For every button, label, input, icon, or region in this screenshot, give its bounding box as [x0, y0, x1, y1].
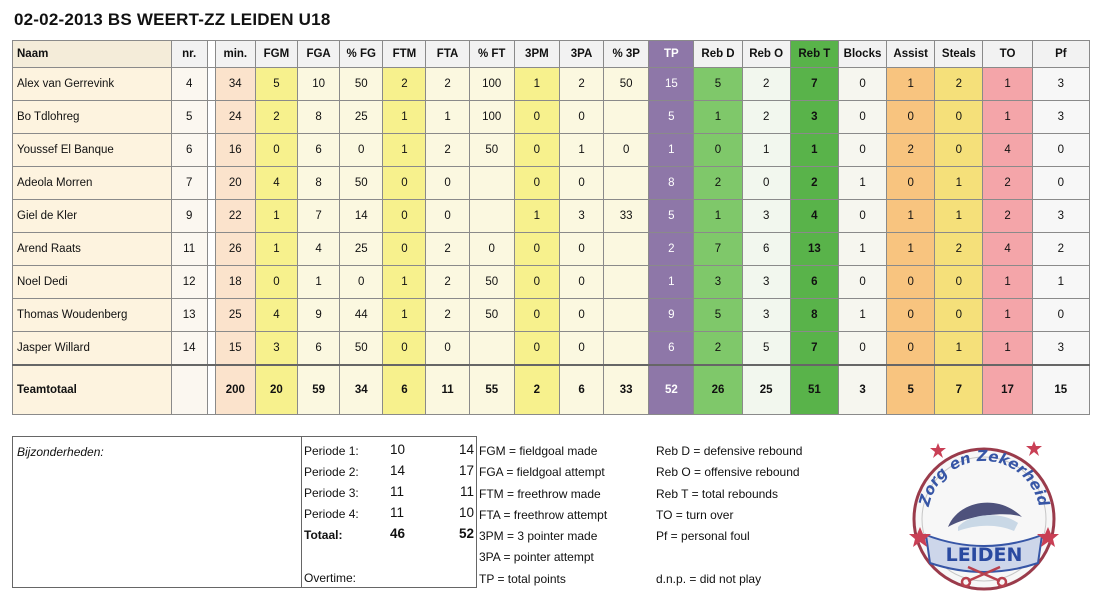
stat-fta: 2	[426, 68, 469, 101]
header-3pa: 3PA	[559, 41, 603, 68]
stat-ft: 100	[469, 101, 514, 134]
stat-tp: 8	[649, 167, 694, 200]
stat-fga: 8	[298, 167, 340, 200]
stat-fga: 8	[298, 101, 340, 134]
notes-box	[12, 436, 301, 588]
stat-fg: 50	[340, 332, 383, 365]
stat-min: 25	[215, 299, 255, 332]
stat-fga: 1	[298, 266, 340, 299]
stat-reb-o: 5	[742, 332, 790, 365]
stat-reb-t: 6	[790, 266, 838, 299]
gap-cell	[207, 365, 215, 415]
stat-min: 16	[215, 134, 255, 167]
stat-to: 1	[983, 68, 1032, 101]
period-label: Periode 4:	[304, 507, 359, 521]
gap-cell	[207, 200, 215, 233]
stat-nr: 5	[171, 101, 207, 134]
stat-blocks: 1	[838, 233, 886, 266]
stat-steals: 2	[935, 233, 983, 266]
stat-ftm: 1	[383, 101, 426, 134]
total-ft: 55	[469, 365, 514, 415]
stat-blocks: 0	[838, 134, 886, 167]
stat-nr: 11	[171, 233, 207, 266]
total-3p: 33	[604, 365, 649, 415]
stat-fga: 6	[298, 332, 340, 365]
stat-nr: 4	[171, 68, 207, 101]
stat-reb-t: 13	[790, 233, 838, 266]
total-assist: 5	[887, 365, 935, 415]
stat-reb-d: 3	[694, 266, 742, 299]
table-row	[13, 167, 1090, 200]
total-reb-o: 25	[742, 365, 790, 415]
stat-fg: 50	[340, 68, 383, 101]
stat-3pm: 0	[514, 266, 559, 299]
stat-pf: 2	[1032, 233, 1089, 266]
stat-reb-t: 1	[790, 134, 838, 167]
stat-fgm: 1	[255, 200, 297, 233]
stat-reb-t: 3	[790, 101, 838, 134]
legend-item: d.n.p. = did not play	[656, 571, 762, 586]
stat-nr: 7	[171, 167, 207, 200]
total-reb-d: 26	[694, 365, 742, 415]
stat-fta: 2	[426, 233, 469, 266]
stat-fga: 10	[298, 68, 340, 101]
stat-assist: 0	[887, 299, 935, 332]
stats-table	[12, 40, 1090, 415]
total-reb-t: 51	[790, 365, 838, 415]
stat-fga: 7	[298, 200, 340, 233]
table-row	[13, 332, 1090, 365]
stat-fg: 25	[340, 233, 383, 266]
period-score-home: 11	[390, 505, 405, 520]
stat-ftm: 0	[383, 200, 426, 233]
legend-item: 3PM = 3 pointer made	[479, 529, 598, 544]
stat-to: 1	[983, 266, 1032, 299]
stat-fgm: 5	[255, 68, 297, 101]
header-reb-t: Reb T	[790, 41, 838, 68]
header-steals: Steals	[935, 41, 983, 68]
stat-min: 18	[215, 266, 255, 299]
period-row	[302, 504, 478, 524]
stat-ft: 100	[469, 68, 514, 101]
total-nr	[171, 365, 207, 415]
stat-tp: 15	[649, 68, 694, 101]
stat-pf: 0	[1032, 134, 1089, 167]
period-score-home: 11	[390, 484, 405, 499]
header-gap	[207, 41, 215, 68]
header-naam: Naam	[13, 41, 172, 68]
stat-pf: 1	[1032, 266, 1089, 299]
stat-fgm: 1	[255, 233, 297, 266]
stat-pf: 0	[1032, 299, 1089, 332]
stat-reb-t: 8	[790, 299, 838, 332]
stat-reb-d: 0	[694, 134, 742, 167]
stat-reb-t: 2	[790, 167, 838, 200]
period-label: Periode 1:	[304, 444, 359, 458]
stat-nr: 12	[171, 266, 207, 299]
legend-item: Reb D = defensive rebound	[656, 444, 803, 458]
stat-steals: 2	[935, 68, 983, 101]
gap-cell	[207, 167, 215, 200]
stat-reb-d: 2	[694, 332, 742, 365]
stat-ft: 0	[469, 233, 514, 266]
stat-reb-d: 2	[694, 167, 742, 200]
period-label: Periode 3:	[304, 486, 359, 500]
header-min: min.	[215, 41, 255, 68]
period-row	[302, 462, 478, 482]
gap-cell	[207, 233, 215, 266]
header-tp: TP	[649, 41, 694, 68]
stat-tp: 1	[649, 266, 694, 299]
header-fga: FGA	[298, 41, 340, 68]
stat-3p	[604, 266, 649, 299]
stat-ft	[469, 332, 514, 365]
period-score-home: 14	[390, 463, 406, 478]
stat-ft: 50	[469, 299, 514, 332]
stat-reb-d: 1	[694, 200, 742, 233]
stat-fgm: 4	[255, 167, 297, 200]
player-name: Youssef El Banque	[13, 134, 172, 167]
legend-item: 3PA = pointer attempt	[479, 550, 594, 565]
stat-ftm: 1	[383, 266, 426, 299]
stat-ft: 50	[469, 134, 514, 167]
stat-to: 1	[983, 299, 1032, 332]
stat-steals: 0	[935, 299, 983, 332]
logo-text-leiden: LEIDEN	[945, 544, 1023, 566]
period-row	[302, 483, 478, 503]
period-label: Totaal:	[304, 528, 343, 542]
stat-reb-t: 4	[790, 200, 838, 233]
stat-3p	[604, 101, 649, 134]
stat-assist: 1	[887, 233, 935, 266]
player-name: Thomas Woudenberg	[13, 299, 172, 332]
stat-3pa: 0	[559, 167, 603, 200]
header-ft: % FT	[469, 41, 514, 68]
stat-reb-d: 7	[694, 233, 742, 266]
header-assist: Assist	[887, 41, 935, 68]
gap-cell	[207, 332, 215, 365]
table-row	[13, 233, 1090, 266]
stat-reb-o: 0	[742, 167, 790, 200]
total-fg: 34	[340, 365, 383, 415]
stat-3pa: 1	[559, 134, 603, 167]
stat-tp: 5	[649, 101, 694, 134]
stat-min: 24	[215, 101, 255, 134]
legend-item: FGM = fieldgoal made	[479, 444, 598, 458]
stat-3p: 50	[604, 68, 649, 101]
overtime-label: Overtime:	[304, 571, 357, 585]
stat-blocks: 0	[838, 332, 886, 365]
player-name: Adeola Morren	[13, 167, 172, 200]
stat-ft	[469, 167, 514, 200]
header-ftm: FTM	[383, 41, 426, 68]
header-row	[13, 41, 1090, 68]
page-title: 02-02-2013 BS WEERT-ZZ LEIDEN U18	[14, 10, 331, 29]
stat-reb-d: 5	[694, 299, 742, 332]
total-fga: 59	[298, 365, 340, 415]
player-name: Noel Dedi	[13, 266, 172, 299]
legend-item: FTM = freethrow made	[479, 486, 601, 501]
stat-reb-d: 5	[694, 68, 742, 101]
logo-text-top: Zorg en Zekerheid	[915, 446, 1053, 509]
stat-blocks: 0	[838, 200, 886, 233]
total-3pa: 6	[559, 365, 603, 415]
stat-steals: 0	[935, 134, 983, 167]
total-fta: 11	[426, 365, 469, 415]
stat-3pa: 0	[559, 233, 603, 266]
stat-nr: 6	[171, 134, 207, 167]
stat-steals: 1	[935, 200, 983, 233]
stat-ftm: 0	[383, 167, 426, 200]
legend-item: TO = turn over	[656, 507, 734, 522]
stat-tp: 9	[649, 299, 694, 332]
stat-min: 26	[215, 233, 255, 266]
stat-ft: 50	[469, 266, 514, 299]
stat-pf: 0	[1032, 167, 1089, 200]
stat-to: 4	[983, 134, 1032, 167]
total-min: 200	[215, 365, 255, 415]
stat-3p	[604, 299, 649, 332]
stat-fgm: 0	[255, 266, 297, 299]
stat-reb-o: 3	[742, 266, 790, 299]
stat-min: 22	[215, 200, 255, 233]
period-score-away: 10	[458, 505, 474, 520]
stat-reb-t: 7	[790, 68, 838, 101]
notes-label: Bijzonderheden:	[17, 445, 104, 459]
total-fgm: 20	[255, 365, 297, 415]
stat-fta: 2	[426, 134, 469, 167]
stat-assist: 0	[887, 332, 935, 365]
stat-3pm: 0	[514, 299, 559, 332]
zorg-en-zekerheid-logo	[898, 431, 1070, 593]
stat-reb-o: 1	[742, 134, 790, 167]
stat-blocks: 1	[838, 167, 886, 200]
header-fg: % FG	[340, 41, 383, 68]
stat-3pa: 3	[559, 200, 603, 233]
overtime-row	[302, 568, 478, 588]
stat-ftm: 1	[383, 299, 426, 332]
header-reb-d: Reb D	[694, 41, 742, 68]
stat-blocks: 0	[838, 101, 886, 134]
stat-assist: 0	[887, 167, 935, 200]
gap-cell	[207, 68, 215, 101]
stat-fta: 1	[426, 101, 469, 134]
legend-item: Pf = personal foul	[656, 529, 750, 544]
period-score-away: 11	[459, 484, 474, 499]
team-total-label: Teamtotaal	[13, 365, 172, 415]
player-name: Bo Tdlohreg	[13, 101, 172, 134]
stat-fg: 0	[340, 134, 383, 167]
header-3pm: 3PM	[514, 41, 559, 68]
stat-reb-o: 2	[742, 68, 790, 101]
period-score-home: 46	[390, 526, 406, 541]
stat-pf: 3	[1032, 332, 1089, 365]
stat-fta: 2	[426, 266, 469, 299]
total-steals: 7	[935, 365, 983, 415]
stat-3pm: 0	[514, 134, 559, 167]
stat-ftm: 0	[383, 233, 426, 266]
stat-fta: 0	[426, 200, 469, 233]
stat-3pm: 1	[514, 200, 559, 233]
stat-assist: 0	[887, 266, 935, 299]
player-name: Giel de Kler	[13, 200, 172, 233]
stat-assist: 1	[887, 68, 935, 101]
stat-3pm: 0	[514, 167, 559, 200]
stat-min: 34	[215, 68, 255, 101]
stat-tp: 6	[649, 332, 694, 365]
stat-nr: 13	[171, 299, 207, 332]
table-row	[13, 200, 1090, 233]
stat-fgm: 4	[255, 299, 297, 332]
table-row	[13, 68, 1090, 101]
total-pf: 15	[1032, 365, 1089, 415]
period-score-away: 52	[458, 526, 474, 541]
stat-3pm: 0	[514, 233, 559, 266]
stat-reb-t: 7	[790, 332, 838, 365]
stat-3pa: 0	[559, 266, 603, 299]
stat-min: 15	[215, 332, 255, 365]
legend-right	[656, 441, 802, 590]
header-fgm: FGM	[255, 41, 297, 68]
stat-fta: 0	[426, 167, 469, 200]
stat-fgm: 2	[255, 101, 297, 134]
legend-item: Reb O = offensive rebound	[656, 465, 800, 480]
player-name: Jasper Willard	[13, 332, 172, 365]
stat-reb-o: 6	[742, 233, 790, 266]
period-scores	[301, 436, 477, 588]
legend-left	[479, 441, 607, 590]
stat-ftm: 2	[383, 68, 426, 101]
header-nr: nr.	[171, 41, 207, 68]
stat-fgm: 3	[255, 332, 297, 365]
stat-ftm: 1	[383, 134, 426, 167]
stat-tp: 1	[649, 134, 694, 167]
stat-to: 1	[983, 101, 1032, 134]
header-fta: FTA	[426, 41, 469, 68]
table-row	[13, 101, 1090, 134]
legend-item	[656, 547, 802, 568]
stat-assist: 0	[887, 101, 935, 134]
header-blocks: Blocks	[838, 41, 886, 68]
total-tp: 52	[649, 365, 694, 415]
legend-item: FTA = freethrow attempt	[479, 507, 608, 522]
stat-fg: 25	[340, 101, 383, 134]
legend-item: TP = total points	[479, 571, 566, 586]
team-total-row	[13, 365, 1090, 415]
legend-item: Reb T = total rebounds	[656, 486, 778, 501]
stat-fta: 2	[426, 299, 469, 332]
stat-3pa: 0	[559, 101, 603, 134]
period-label: Periode 2:	[304, 465, 359, 479]
stat-steals: 1	[935, 332, 983, 365]
stat-reb-d: 1	[694, 101, 742, 134]
period-score-home: 10	[390, 442, 406, 457]
stat-3pa: 2	[559, 68, 603, 101]
stat-3p	[604, 332, 649, 365]
gap-cell	[207, 299, 215, 332]
header-to: TO	[983, 41, 1032, 68]
stat-3pm: 0	[514, 101, 559, 134]
table-row	[13, 299, 1090, 332]
stat-assist: 1	[887, 200, 935, 233]
gap-cell	[207, 101, 215, 134]
stat-pf: 3	[1032, 101, 1089, 134]
stat-3pm: 1	[514, 68, 559, 101]
stat-3pm: 0	[514, 332, 559, 365]
player-name: Alex van Gerrevink	[13, 68, 172, 101]
stat-3p: 0	[604, 134, 649, 167]
stat-to: 2	[983, 167, 1032, 200]
period-score-away: 17	[458, 463, 474, 478]
stat-fg: 44	[340, 299, 383, 332]
stat-fgm: 0	[255, 134, 297, 167]
stat-min: 20	[215, 167, 255, 200]
stat-3pa: 0	[559, 332, 603, 365]
gap-cell	[207, 134, 215, 167]
stat-nr: 9	[171, 200, 207, 233]
stat-to: 4	[983, 233, 1032, 266]
stat-nr: 14	[171, 332, 207, 365]
stat-steals: 1	[935, 167, 983, 200]
table-row	[13, 134, 1090, 167]
player-name: Arend Raats	[13, 233, 172, 266]
stat-fg: 14	[340, 200, 383, 233]
stat-fg: 50	[340, 167, 383, 200]
stat-steals: 0	[935, 266, 983, 299]
stat-steals: 0	[935, 101, 983, 134]
stat-fga: 4	[298, 233, 340, 266]
stat-blocks: 0	[838, 68, 886, 101]
total-3pm: 2	[514, 365, 559, 415]
stat-blocks: 0	[838, 266, 886, 299]
table-row	[13, 266, 1090, 299]
header-pf: Pf	[1032, 41, 1089, 68]
stat-reb-o: 3	[742, 200, 790, 233]
period-score-away: 14	[458, 442, 474, 457]
stat-pf: 3	[1032, 68, 1089, 101]
stat-3p	[604, 233, 649, 266]
stat-fg: 0	[340, 266, 383, 299]
stat-assist: 2	[887, 134, 935, 167]
stat-ft	[469, 200, 514, 233]
stat-3p: 33	[604, 200, 649, 233]
total-ftm: 6	[383, 365, 426, 415]
total-blocks: 3	[838, 365, 886, 415]
stat-blocks: 1	[838, 299, 886, 332]
stat-tp: 2	[649, 233, 694, 266]
stat-fta: 0	[426, 332, 469, 365]
total-to: 17	[983, 365, 1032, 415]
stat-tp: 5	[649, 200, 694, 233]
period-row	[302, 441, 478, 461]
stat-3p	[604, 167, 649, 200]
stat-fga: 9	[298, 299, 340, 332]
header-3p: % 3P	[604, 41, 649, 68]
stat-to: 1	[983, 332, 1032, 365]
header-reb-o: Reb O	[742, 41, 790, 68]
stat-ftm: 0	[383, 332, 426, 365]
stat-pf: 3	[1032, 200, 1089, 233]
period-total-row	[302, 525, 478, 545]
stat-3pa: 0	[559, 299, 603, 332]
gap-cell	[207, 266, 215, 299]
stat-fga: 6	[298, 134, 340, 167]
legend-item: FGA = fieldgoal attempt	[479, 465, 605, 480]
stat-reb-o: 3	[742, 299, 790, 332]
stat-reb-o: 2	[742, 101, 790, 134]
stat-to: 2	[983, 200, 1032, 233]
